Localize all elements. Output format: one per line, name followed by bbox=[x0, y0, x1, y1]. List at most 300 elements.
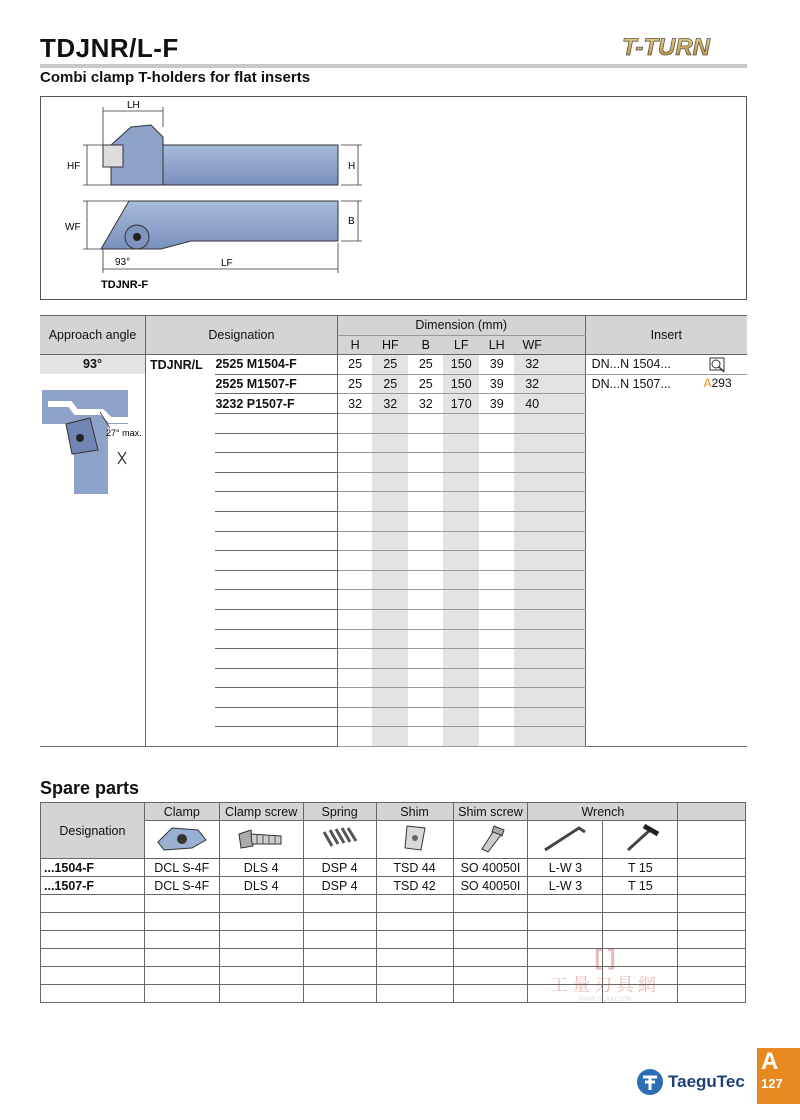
dim-cell bbox=[514, 707, 550, 727]
spacer-cell bbox=[550, 727, 585, 747]
spare-cell bbox=[303, 967, 376, 985]
dim-cell bbox=[443, 413, 479, 433]
dim-cell bbox=[408, 472, 443, 492]
title-rule bbox=[40, 64, 747, 68]
spacer-cell bbox=[550, 609, 585, 629]
dim-cell bbox=[479, 688, 514, 708]
dim-cell bbox=[514, 531, 550, 551]
dim-cell: 150 bbox=[443, 374, 479, 394]
dim-cell bbox=[372, 649, 408, 669]
logo-text: T-TURN bbox=[622, 34, 710, 61]
spare-cell bbox=[219, 895, 303, 913]
spacer-cell bbox=[550, 629, 585, 649]
dim-cell bbox=[337, 413, 372, 433]
designation-cell bbox=[215, 629, 337, 649]
spacer-cell bbox=[550, 570, 585, 590]
dim-cell bbox=[514, 609, 550, 629]
spare-cell bbox=[678, 877, 746, 895]
insert-cell bbox=[585, 472, 747, 492]
table-row bbox=[40, 727, 747, 747]
dim-cell bbox=[514, 727, 550, 747]
table-row bbox=[40, 688, 747, 708]
dim-cell bbox=[479, 668, 514, 688]
dim-cell bbox=[408, 688, 443, 708]
dim-cell bbox=[372, 551, 408, 571]
designation-cell bbox=[215, 453, 337, 473]
spare-cell bbox=[219, 931, 303, 949]
tturn-logo bbox=[618, 31, 746, 61]
spare-cell bbox=[453, 931, 528, 949]
table-row bbox=[40, 531, 747, 551]
table-row bbox=[40, 492, 747, 512]
insert-cell bbox=[585, 590, 747, 610]
dim-cell bbox=[337, 472, 372, 492]
spacer-cell bbox=[550, 394, 585, 414]
dim-cell bbox=[514, 492, 550, 512]
dim-cell bbox=[408, 707, 443, 727]
spacer-cell bbox=[550, 374, 585, 394]
dim-cell: 25 bbox=[337, 355, 372, 375]
dim-cell bbox=[443, 649, 479, 669]
dim-cell bbox=[443, 668, 479, 688]
spare-cell: DSP 4 bbox=[303, 859, 376, 877]
dim-cell bbox=[479, 511, 514, 531]
dim-cell bbox=[408, 531, 443, 551]
designation-cell bbox=[215, 609, 337, 629]
spare-cell bbox=[303, 949, 376, 967]
dim-cell bbox=[337, 570, 372, 590]
insert-cell bbox=[585, 492, 747, 512]
dim-cell bbox=[372, 668, 408, 688]
dim-cell: 32 bbox=[372, 394, 408, 414]
dim-cell bbox=[479, 629, 514, 649]
dim-cell bbox=[337, 609, 372, 629]
col-wf: WF bbox=[514, 335, 550, 355]
insert-cell bbox=[585, 531, 747, 551]
dim-cell bbox=[443, 433, 479, 453]
designation-cell bbox=[215, 707, 337, 727]
dim-cell bbox=[337, 433, 372, 453]
col-lh: LH bbox=[479, 335, 514, 355]
spare-cell bbox=[144, 985, 219, 1003]
spacer-cell bbox=[550, 668, 585, 688]
dim-cell bbox=[408, 590, 443, 610]
table-row bbox=[40, 649, 747, 669]
spare-header-shim: Shim bbox=[376, 803, 453, 821]
dim-cell bbox=[337, 649, 372, 669]
dim-cell bbox=[514, 649, 550, 669]
clamp-icon bbox=[144, 821, 219, 859]
dim-cell bbox=[479, 609, 514, 629]
designation-cell: 3232 P1507-F bbox=[215, 394, 337, 414]
spare-cell: DCL S-4F bbox=[144, 877, 219, 895]
dim-cell bbox=[337, 707, 372, 727]
dim-cell: 25 bbox=[337, 374, 372, 394]
insert-cell bbox=[585, 688, 747, 708]
dim-cell bbox=[337, 551, 372, 571]
approach-diagram bbox=[40, 374, 145, 494]
dim-cell bbox=[443, 492, 479, 512]
spare-cell bbox=[678, 985, 746, 1003]
insert-cell bbox=[585, 374, 747, 394]
dim-cell bbox=[443, 707, 479, 727]
table-row bbox=[40, 374, 747, 394]
spare-header-wrench: Wrench bbox=[528, 803, 678, 821]
shim-screw-icon bbox=[453, 821, 528, 859]
spare-cell bbox=[376, 949, 453, 967]
insert-cell bbox=[585, 394, 747, 414]
spare-cell: L-W 3 bbox=[528, 877, 603, 895]
max-angle-label: 27° max. bbox=[106, 428, 142, 439]
dim-cell bbox=[372, 511, 408, 531]
spacer-cell bbox=[550, 492, 585, 512]
family-name: TDJNR/L bbox=[150, 357, 203, 372]
spacer-cell bbox=[550, 707, 585, 727]
dim-cell bbox=[337, 688, 372, 708]
insert-cell bbox=[585, 453, 747, 473]
table-row bbox=[41, 913, 746, 931]
spare-cell: SO 40050I bbox=[453, 859, 528, 877]
dim-cell bbox=[408, 649, 443, 669]
dim-cell bbox=[372, 433, 408, 453]
spacer-cell bbox=[550, 355, 585, 375]
insert-cell bbox=[585, 707, 747, 727]
dim-cell: 32 bbox=[514, 374, 550, 394]
t-wrench-icon bbox=[603, 821, 678, 859]
col-b: B bbox=[408, 335, 443, 355]
watermark: [ ] 工量刃具網 WWW.GLJLW.COM bbox=[540, 945, 670, 1003]
header-approach-angle: Approach angle bbox=[40, 316, 146, 355]
spacer-cell bbox=[550, 472, 585, 492]
dim-cell bbox=[479, 727, 514, 747]
designation-cell: 2525 M1504-F bbox=[215, 355, 337, 375]
spacer-cell bbox=[550, 511, 585, 531]
dim-cell: 32 bbox=[514, 355, 550, 375]
dim-cell bbox=[479, 413, 514, 433]
brand-name: TaeguTec bbox=[668, 1072, 745, 1091]
spare-header-designation: Designation bbox=[41, 803, 145, 859]
dim-cell: 150 bbox=[443, 355, 479, 375]
dim-cell: 25 bbox=[372, 374, 408, 394]
dim-cell bbox=[337, 492, 372, 512]
dim-cell bbox=[443, 531, 479, 551]
spacer-cell bbox=[550, 590, 585, 610]
label-angle: 93° bbox=[115, 257, 131, 268]
designation-cell bbox=[215, 492, 337, 512]
dim-cell bbox=[514, 433, 550, 453]
dim-cell bbox=[479, 531, 514, 551]
dim-cell bbox=[372, 570, 408, 590]
spare-cell bbox=[453, 985, 528, 1003]
shim-icon bbox=[376, 821, 453, 859]
dim-cell bbox=[514, 551, 550, 571]
spare-cell bbox=[303, 931, 376, 949]
spare-cell bbox=[144, 967, 219, 985]
spare-designation bbox=[41, 913, 145, 931]
dim-cell: 39 bbox=[479, 394, 514, 414]
table-row bbox=[41, 859, 746, 877]
tool-drawing bbox=[41, 97, 746, 299]
spare-cell bbox=[453, 913, 528, 931]
table-row bbox=[40, 590, 747, 610]
spare-cell bbox=[528, 895, 603, 913]
insert-cell bbox=[585, 668, 747, 688]
table-row bbox=[40, 453, 747, 473]
spare-cell bbox=[376, 931, 453, 949]
dim-cell bbox=[443, 511, 479, 531]
spare-designation bbox=[41, 985, 145, 1003]
dim-cell bbox=[514, 570, 550, 590]
spare-header-shim-screw: Shim screw bbox=[453, 803, 528, 821]
spare-cell: L-W 3 bbox=[528, 859, 603, 877]
dim-cell bbox=[514, 511, 550, 531]
spare-header-clamp-screw: Clamp screw bbox=[219, 803, 303, 821]
spare-cell bbox=[376, 913, 453, 931]
designation-cell bbox=[215, 433, 337, 453]
dim-cell bbox=[514, 629, 550, 649]
dim-cell bbox=[408, 727, 443, 747]
insert-cell bbox=[585, 511, 747, 531]
dim-cell: 25 bbox=[408, 374, 443, 394]
dim-cell bbox=[443, 609, 479, 629]
table-row bbox=[40, 413, 747, 433]
spare-cell bbox=[603, 895, 678, 913]
spring-icon bbox=[303, 821, 376, 859]
dim-cell bbox=[408, 570, 443, 590]
dim-cell bbox=[372, 472, 408, 492]
insert-cell bbox=[585, 609, 747, 629]
spare-cell bbox=[303, 985, 376, 1003]
dim-cell bbox=[479, 590, 514, 610]
insert-cell bbox=[585, 727, 747, 747]
dim-cell bbox=[514, 413, 550, 433]
insert-ref-letter: A bbox=[703, 376, 712, 391]
spare-cell: DCL S-4F bbox=[144, 859, 219, 877]
designation-cell bbox=[215, 668, 337, 688]
dim-cell bbox=[514, 453, 550, 473]
dim-cell bbox=[372, 413, 408, 433]
spacer-cell bbox=[550, 413, 585, 433]
dim-cell bbox=[443, 629, 479, 649]
dimension-table bbox=[40, 315, 747, 747]
drawing-caption: TDJNR-F bbox=[101, 279, 149, 291]
dim-cell bbox=[443, 570, 479, 590]
spare-cell bbox=[678, 913, 746, 931]
insert-cell bbox=[585, 629, 747, 649]
dim-cell bbox=[337, 531, 372, 551]
dim-cell bbox=[337, 590, 372, 610]
spare-cell bbox=[376, 967, 453, 985]
table-row bbox=[40, 629, 747, 649]
dim-cell bbox=[408, 551, 443, 571]
dim-cell bbox=[372, 727, 408, 747]
spare-designation: ...1507-F bbox=[41, 877, 145, 895]
insert-cell bbox=[585, 551, 747, 571]
spare-designation bbox=[41, 949, 145, 967]
designation-cell bbox=[215, 727, 337, 747]
dim-cell bbox=[372, 492, 408, 512]
dim-cell bbox=[443, 453, 479, 473]
dim-cell: 40 bbox=[514, 394, 550, 414]
label-hf: HF bbox=[67, 161, 81, 172]
dim-cell: 39 bbox=[479, 374, 514, 394]
dim-cell bbox=[372, 629, 408, 649]
dim-cell: 32 bbox=[337, 394, 372, 414]
table-row bbox=[40, 394, 747, 414]
table-row bbox=[40, 551, 747, 571]
designation-cell bbox=[215, 511, 337, 531]
spare-cell bbox=[144, 913, 219, 931]
label-h: H bbox=[348, 161, 356, 172]
spare-cell bbox=[453, 967, 528, 985]
spare-cell bbox=[144, 949, 219, 967]
dim-cell bbox=[408, 453, 443, 473]
page-subtitle: Combi clamp T-holders for flat inserts bbox=[40, 69, 311, 86]
spare-designation: ...1504-F bbox=[41, 859, 145, 877]
col-lf: LF bbox=[443, 335, 479, 355]
tool-drawing-frame bbox=[40, 96, 747, 300]
spare-cell bbox=[678, 949, 746, 967]
dim-cell: 170 bbox=[443, 394, 479, 414]
dim-cell bbox=[372, 609, 408, 629]
table-row bbox=[40, 570, 747, 590]
spacer-cell bbox=[550, 433, 585, 453]
approach-angle-value: 93° bbox=[40, 355, 145, 374]
header-insert: Insert bbox=[585, 316, 747, 355]
designation-cell bbox=[215, 551, 337, 571]
dim-cell bbox=[479, 551, 514, 571]
spare-cell bbox=[453, 949, 528, 967]
dim-cell bbox=[408, 413, 443, 433]
dim-cell bbox=[514, 668, 550, 688]
spare-cell: DSP 4 bbox=[303, 877, 376, 895]
section-tab bbox=[757, 1048, 800, 1104]
dim-cell bbox=[372, 590, 408, 610]
spare-cell bbox=[303, 895, 376, 913]
taegutec-logo-icon bbox=[636, 1068, 664, 1096]
spare-cell bbox=[678, 859, 746, 877]
table-row bbox=[40, 511, 747, 531]
spare-header-clamp: Clamp bbox=[144, 803, 219, 821]
spacer-cell bbox=[550, 453, 585, 473]
designation-cell bbox=[215, 531, 337, 551]
table-row bbox=[40, 609, 747, 629]
spare-cell bbox=[144, 895, 219, 913]
page-number: 127 bbox=[761, 1076, 783, 1091]
section-letter: A bbox=[761, 1048, 779, 1075]
dim-cell bbox=[514, 590, 550, 610]
dim-cell bbox=[479, 649, 514, 669]
dim-cell bbox=[372, 688, 408, 708]
spare-cell: T 15 bbox=[603, 859, 678, 877]
dim-cell bbox=[372, 453, 408, 473]
dim-cell bbox=[337, 511, 372, 531]
l-wrench-icon bbox=[528, 821, 603, 859]
insert-cell bbox=[585, 433, 747, 453]
dim-cell bbox=[443, 590, 479, 610]
spare-header-spring: Spring bbox=[303, 803, 376, 821]
spare-cell bbox=[219, 985, 303, 1003]
designation-cell bbox=[215, 413, 337, 433]
spare-cell: T 15 bbox=[603, 877, 678, 895]
dim-cell bbox=[408, 629, 443, 649]
label-wf: WF bbox=[65, 222, 81, 233]
spare-cell bbox=[376, 985, 453, 1003]
spare-cell bbox=[219, 967, 303, 985]
dim-cell bbox=[443, 551, 479, 571]
spare-cell: DLS 4 bbox=[219, 877, 303, 895]
dim-cell bbox=[408, 511, 443, 531]
spare-cell bbox=[678, 931, 746, 949]
spacer-cell bbox=[550, 688, 585, 708]
dim-cell bbox=[514, 688, 550, 708]
dim-cell bbox=[337, 668, 372, 688]
dim-cell bbox=[372, 531, 408, 551]
spare-cell bbox=[678, 895, 746, 913]
designation-cell: 2525 M1507-F bbox=[215, 374, 337, 394]
spare-cell: TSD 44 bbox=[376, 859, 453, 877]
dim-cell: 32 bbox=[408, 394, 443, 414]
insert-cell bbox=[585, 570, 747, 590]
spare-cell bbox=[219, 913, 303, 931]
spacer-cell bbox=[550, 531, 585, 551]
header-designation: Designation bbox=[146, 316, 338, 355]
spare-cell bbox=[219, 949, 303, 967]
dim-cell bbox=[337, 727, 372, 747]
dim-cell bbox=[408, 433, 443, 453]
dim-cell bbox=[443, 472, 479, 492]
table-row bbox=[40, 707, 747, 727]
spare-cell bbox=[144, 931, 219, 949]
dim-cell bbox=[408, 609, 443, 629]
spare-cell bbox=[678, 967, 746, 985]
spare-cell bbox=[453, 895, 528, 913]
spare-cell: TSD 42 bbox=[376, 877, 453, 895]
spare-cell: SO 40050I bbox=[453, 877, 528, 895]
watermark-text: 工量刃具網 bbox=[550, 975, 660, 995]
dim-cell bbox=[337, 629, 372, 649]
table-row bbox=[41, 895, 746, 913]
insert-code: DN...N 1504... bbox=[591, 357, 671, 372]
spacer-cell bbox=[550, 551, 585, 571]
col-h: H bbox=[337, 335, 372, 355]
insert-ref-page: 293 bbox=[711, 376, 732, 391]
insert-code: DN...N 1507... bbox=[591, 377, 671, 392]
spare-cell bbox=[376, 895, 453, 913]
table-row bbox=[40, 355, 747, 375]
dim-cell bbox=[408, 668, 443, 688]
label-b: B bbox=[348, 216, 355, 227]
dim-cell bbox=[408, 492, 443, 512]
designation-cell bbox=[215, 649, 337, 669]
table-row bbox=[40, 472, 747, 492]
designation-cell bbox=[215, 688, 337, 708]
approach-angle-cell bbox=[40, 355, 146, 747]
table-row bbox=[41, 877, 746, 895]
spare-cell bbox=[528, 913, 603, 931]
dim-cell bbox=[479, 472, 514, 492]
designation-cell bbox=[215, 472, 337, 492]
col-hf: HF bbox=[372, 335, 408, 355]
watermark-url: WWW.GLJLW.COM bbox=[578, 997, 632, 1003]
dim-cell bbox=[514, 472, 550, 492]
dim-cell bbox=[443, 727, 479, 747]
spare-designation bbox=[41, 931, 145, 949]
spare-cell bbox=[303, 913, 376, 931]
dim-cell bbox=[372, 707, 408, 727]
dim-cell bbox=[479, 453, 514, 473]
dim-cell bbox=[479, 433, 514, 453]
